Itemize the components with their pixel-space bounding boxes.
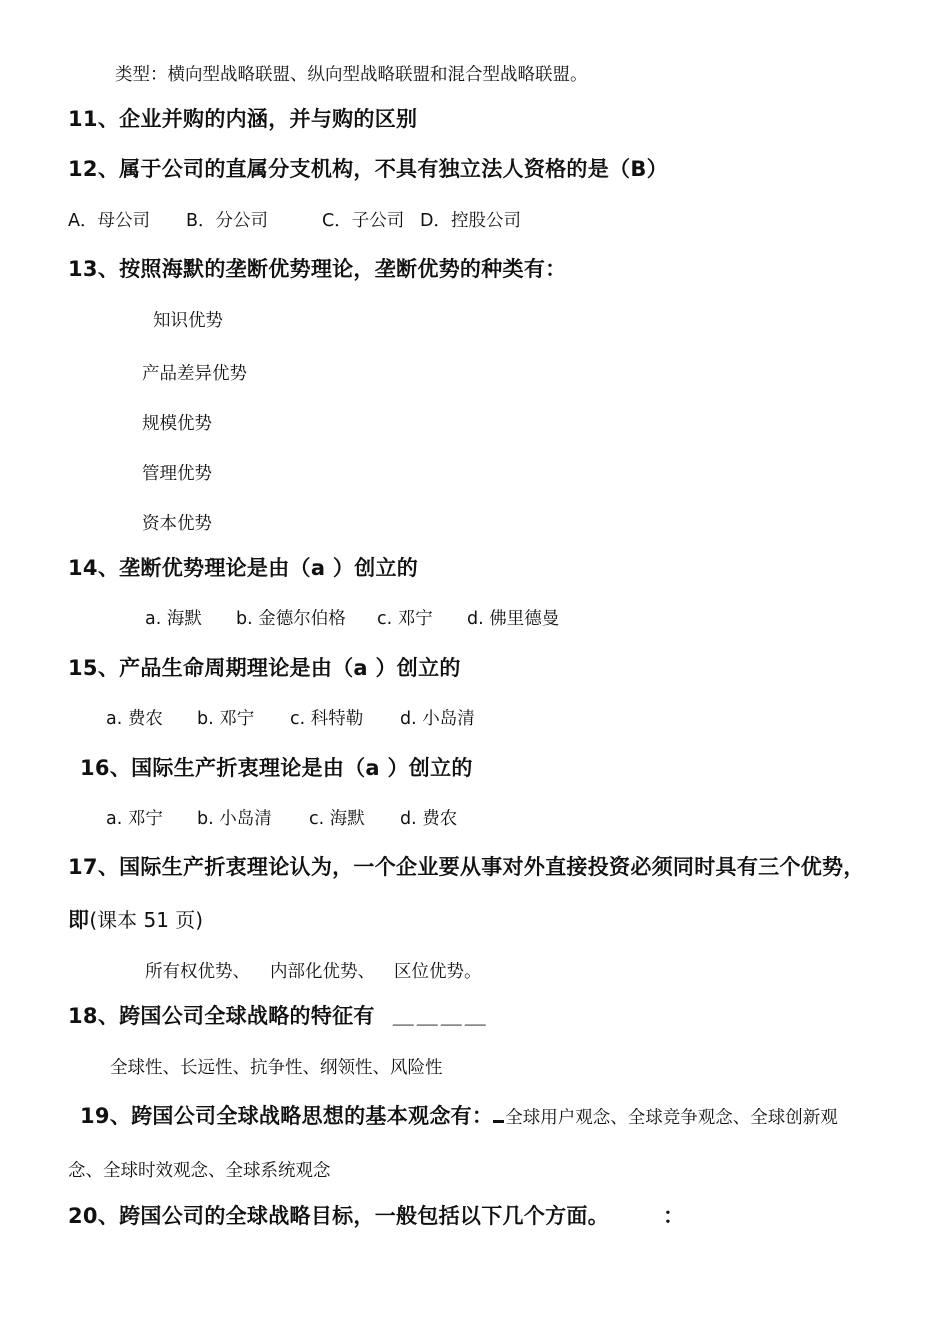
option-c: C．子公司 bbox=[322, 211, 405, 231]
question-18-text: 18、跨国公司全球战略的特征有 bbox=[68, 1004, 375, 1028]
answer-item: 所有权优势、 bbox=[145, 962, 250, 982]
answer-item: 产品差异优势 bbox=[142, 364, 247, 384]
question-15: 15、产品生命周期理论是由（a ）创立的 bbox=[68, 656, 461, 680]
option-c: c. 邓宁 bbox=[377, 609, 433, 629]
option-d: d. 佛里德曼 bbox=[467, 609, 560, 629]
question-16-options bbox=[106, 811, 457, 829]
question-20-text: 20、跨国公司的全球战略目标，一般包括以下几个方面。 bbox=[68, 1204, 610, 1228]
answer-item: 规模优势 bbox=[142, 414, 212, 434]
answer-item: 知识优势 bbox=[153, 311, 223, 331]
option-b: b. 金德尔伯格 bbox=[236, 609, 346, 629]
option-b: b. 邓宁 bbox=[197, 709, 255, 729]
question-19 bbox=[80, 1106, 838, 1128]
question-17: 17、国际生产折衷理论认为，一个企业要从事对外直接投资必须同时具有三个优势， bbox=[68, 855, 865, 879]
answer-item: 管理优势 bbox=[142, 464, 212, 484]
question-17-answer bbox=[145, 964, 482, 982]
textbook-page-note: (课本 51 页) bbox=[89, 908, 204, 932]
option-d: d. 小岛清 bbox=[400, 709, 475, 729]
option-a: a. 海默 bbox=[145, 609, 202, 629]
question-11: 11、企业并购的内涵，并与购的区别 bbox=[68, 107, 418, 131]
option-b: B．分公司 bbox=[186, 211, 269, 231]
question-13: 13、按照海默的垄断优势理论，垄断优势的种类有： bbox=[68, 257, 567, 281]
answer-underline bbox=[493, 1120, 504, 1123]
option-d: D．控股公司 bbox=[420, 211, 521, 231]
option-d: d. 费农 bbox=[400, 809, 458, 829]
question-12: 12、属于公司的直属分支机构，不具有独立法人资格的是（B） bbox=[68, 157, 668, 181]
option-c: c. 海默 bbox=[309, 809, 365, 829]
question-17-continuation bbox=[68, 910, 203, 931]
option-b: b. 小岛清 bbox=[197, 809, 272, 829]
question-19-text: 19、跨国公司全球战略思想的基本观念有： bbox=[80, 1104, 494, 1128]
question-20-colon: ： bbox=[663, 1204, 685, 1228]
option-c: c. 科特勒 bbox=[290, 709, 364, 729]
question-18-answer: 全球性、长远性、抗争性、纲领性、风险性 bbox=[110, 1058, 443, 1078]
alliance-types-line: 类型：横向型战略联盟、纵向型战略联盟和混合型战略联盟。 bbox=[115, 65, 588, 85]
question-12-options bbox=[68, 213, 521, 231]
answer-blank: ＿＿＿＿ bbox=[392, 1004, 489, 1028]
question-14-options bbox=[145, 611, 559, 629]
question-19-answer: 全球用户观念、全球竞争观念、全球创新观 bbox=[505, 1108, 838, 1128]
option-a: a. 邓宁 bbox=[106, 809, 163, 829]
question-17-ji: 即 bbox=[68, 908, 90, 932]
answer-item: 区位优势。 bbox=[394, 962, 482, 982]
question-20 bbox=[68, 1206, 684, 1227]
option-a: a. 费农 bbox=[106, 709, 163, 729]
answer-item: 资本优势 bbox=[142, 514, 212, 534]
question-14: 14、垄断优势理论是由（a ）创立的 bbox=[68, 556, 419, 580]
question-18 bbox=[68, 1006, 489, 1027]
question-19-answer-continued: 念、全球时效观念、全球系统观念 bbox=[68, 1161, 331, 1181]
question-15-options bbox=[106, 711, 475, 729]
option-a: A．母公司 bbox=[68, 211, 150, 231]
question-16: 16、国际生产折衷理论是由（a ）创立的 bbox=[80, 756, 473, 780]
answer-item: 内部化优势、 bbox=[270, 962, 375, 982]
